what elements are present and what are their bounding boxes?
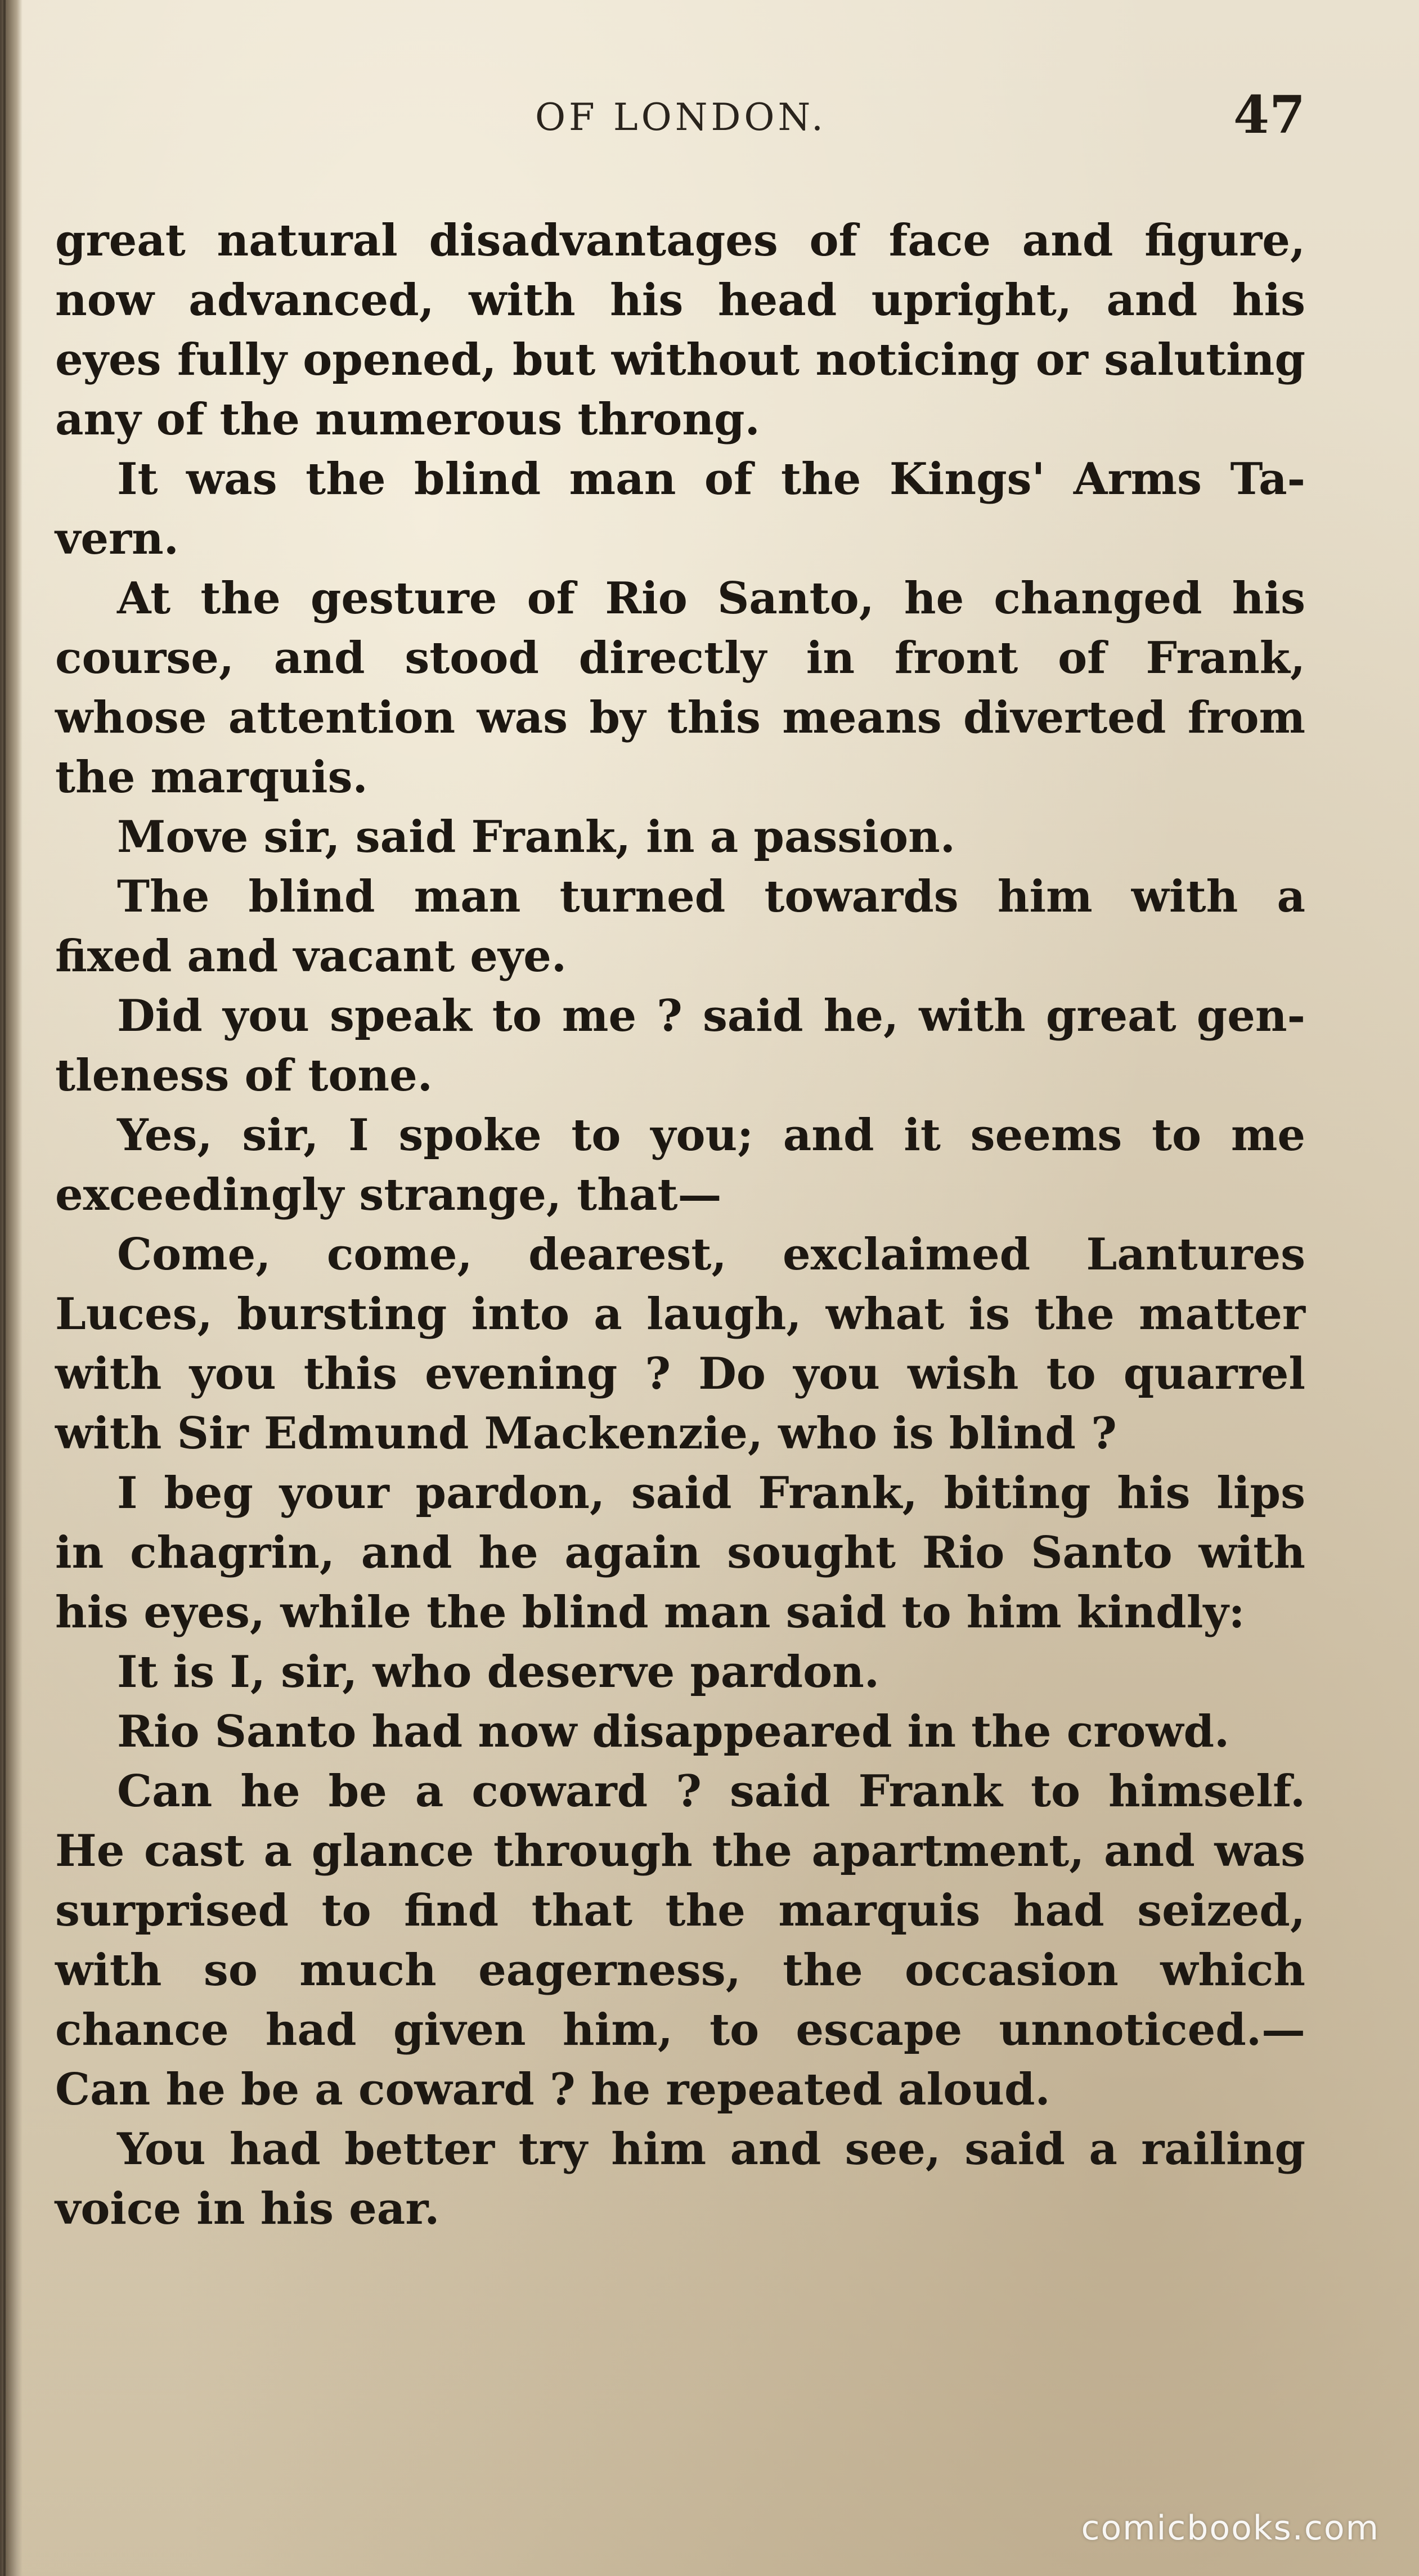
paragraph: [55, 1106, 1305, 1225]
text-line: It was the blind man of the Kings' Arms Ta-: [117, 454, 1305, 505]
text-line: whose attention was by this means diverted from: [55, 692, 1305, 743]
text-line: vern.: [55, 513, 179, 564]
book-spine-edge: [3, 0, 6, 2576]
body-text: [55, 211, 1305, 2239]
text-line: exceedingly strange, that—: [55, 1169, 722, 1220]
text-line: You had better try him and see, said a railing: [117, 2124, 1305, 2175]
text-line: Move sir, said Frank, in a passion.: [117, 811, 955, 863]
text-line: At the gesture of Rio Santo, he changed his: [117, 573, 1305, 624]
paragraph: [55, 1464, 1305, 1642]
text-line: course, and stood directly in front of Frank,: [55, 632, 1305, 684]
text-line: voice in his ear.: [55, 2183, 440, 2234]
text-line: fixed and vacant eye.: [55, 931, 567, 982]
text-line: any of the numerous throng.: [55, 394, 760, 445]
text-line: It is I, sir, who deserve pardon.: [117, 1646, 879, 1698]
text-line: in chagrin, and he again sought Rio Santo with: [55, 1527, 1305, 1578]
paragraph: [55, 2120, 1305, 2239]
text-line: with so much eagerness, the occasion which: [55, 1945, 1305, 1996]
text-line: surprised to find that the marquis had seized,: [55, 1885, 1305, 1936]
paragraph: [55, 1702, 1305, 1762]
paragraph: [55, 807, 1305, 867]
watermark: comicbooks.com: [1081, 2508, 1380, 2548]
paragraph: [55, 1642, 1305, 1702]
text-line: the marquis.: [55, 752, 368, 803]
text-line: his eyes, while the blind man said to him kindly:: [55, 1587, 1245, 1638]
text-line: Rio Santo had now disappeared in the crowd.: [117, 1706, 1230, 1757]
text-line: Can he be a coward ? said Frank to himself.: [117, 1766, 1305, 1817]
text-line: I beg your pardon, said Frank, biting his lips: [117, 1467, 1305, 1519]
paragraph: [55, 986, 1305, 1106]
text-line: with you this evening ? Do you wish to quarrel: [55, 1348, 1305, 1399]
text-line: now advanced, with his head upright, and his: [55, 275, 1305, 326]
text-line: Can he be a coward ? he repeated aloud.: [55, 2064, 1050, 2115]
text-line: He cast a glance through the apartment, and was: [55, 1825, 1305, 1877]
text-line: Yes, sir, I spoke to you; and it seems to me: [117, 1110, 1305, 1161]
text-line: tleness of tone.: [55, 1050, 433, 1101]
text-line: Come, come, dearest, exclaimed Lantures: [117, 1229, 1305, 1280]
paragraph: [55, 867, 1305, 986]
running-head: OF LONDON.: [535, 96, 827, 139]
text-line: Luces, bursting into a laugh, what is the matter: [55, 1289, 1305, 1340]
text-line: eyes fully opened, but without noticing or saluting: [55, 334, 1305, 385]
text-line: great natural disadvantages of face and figure,: [55, 215, 1305, 266]
text-line: chance had given him, to escape unnoticed.—: [55, 2004, 1305, 2056]
text-line: The blind man turned towards him with a: [117, 871, 1305, 922]
paragraph: [55, 211, 1305, 450]
text-line: Did you speak to me ? said he, with great gen-: [117, 990, 1305, 1042]
paragraph: [55, 1225, 1305, 1464]
paragraph: [55, 569, 1305, 807]
text-line: with Sir Edmund Mackenzie, who is blind ?: [55, 1408, 1117, 1459]
page-header: [56, 84, 1305, 152]
paragraph: [55, 450, 1305, 569]
paragraph: [55, 1762, 1305, 2120]
page-number: 47: [1233, 84, 1305, 145]
